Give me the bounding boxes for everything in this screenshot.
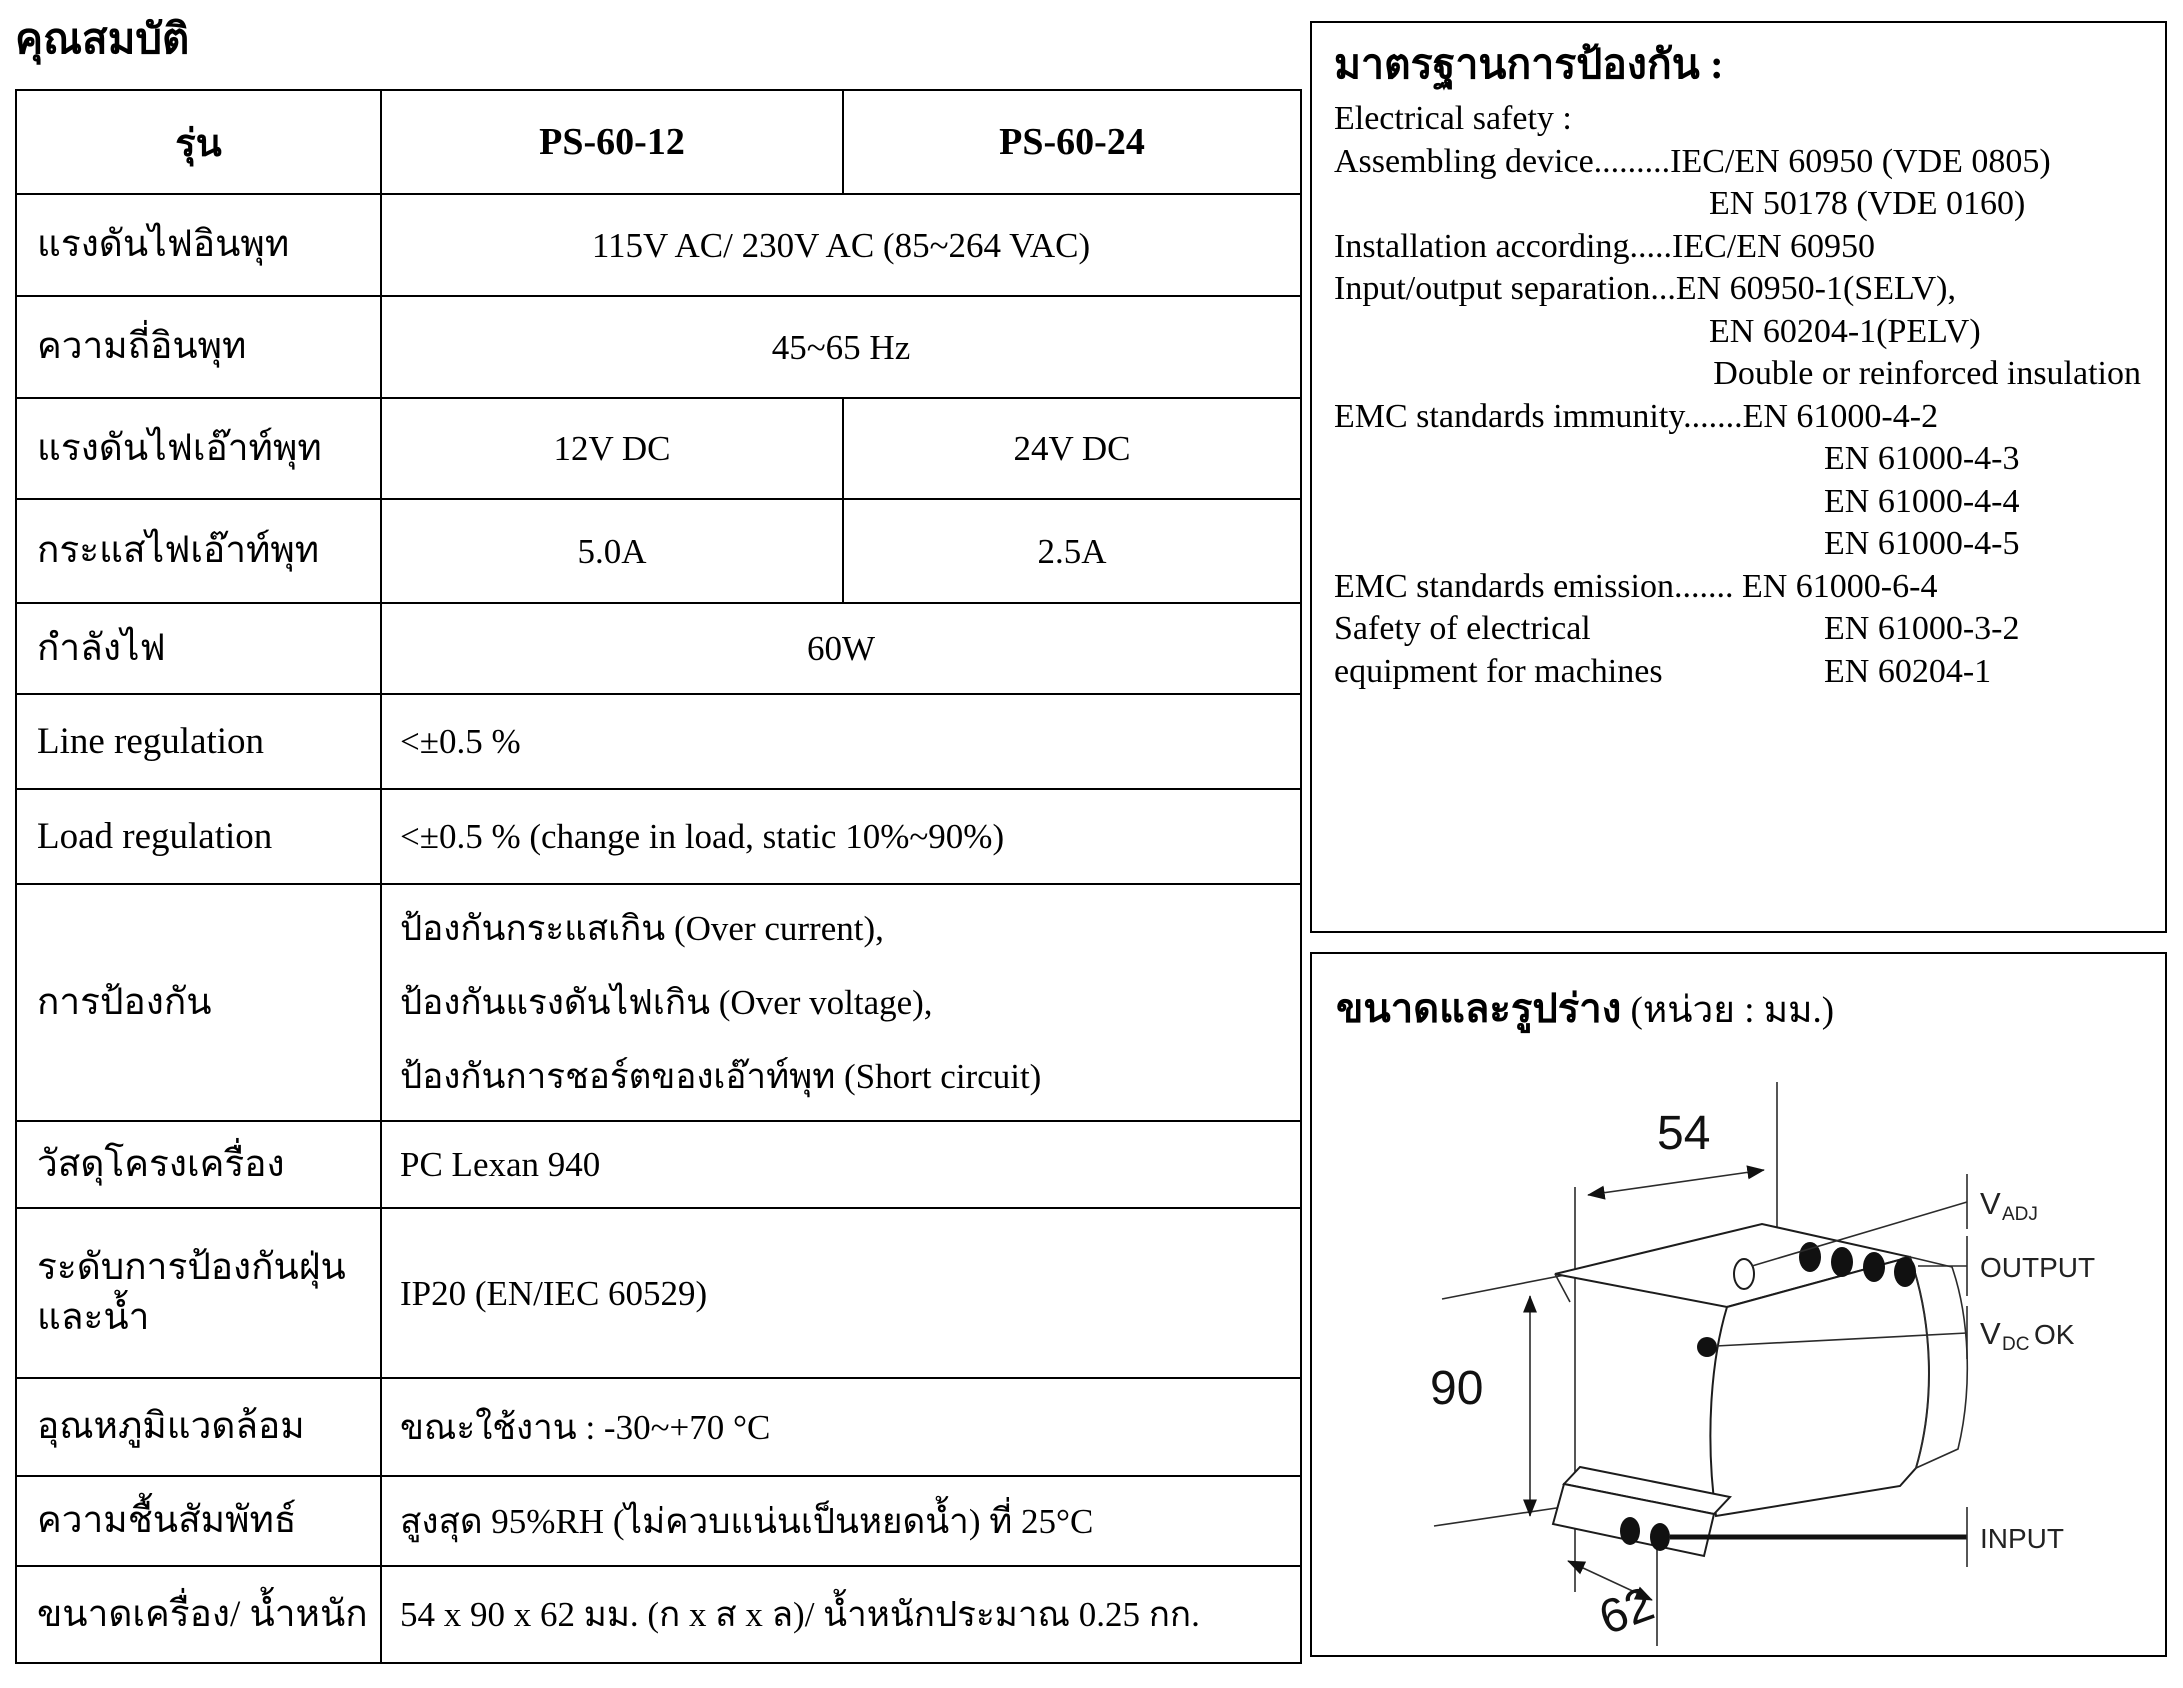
spec-label [16,1208,381,1378]
spec-row [16,1208,1301,1378]
spec-label-line: และน้ำ [37,1297,150,1338]
output-terminal-2 [1831,1247,1853,1277]
spec-label: อุณหภูมิแวดล้อม [16,1378,381,1476]
spec-label: กำลังไฟ [16,603,381,694]
spec-table [15,89,1302,1664]
spec-value: 5.0A [381,499,843,603]
standards-title: มาตรฐานการป้องกัน : [1334,41,1724,87]
depth-dimension-label: 62 [1592,1577,1661,1646]
header-model-1: PS-60-12 [381,90,843,194]
standards-line: EN 50178 (VDE 0160) [1709,185,2026,223]
header-model: รุ่น [16,90,381,194]
spec-value: 45~65 Hz [381,296,1301,398]
vadj-label-sub: ADJ [2002,1204,2038,1225]
standards-line [1334,651,2145,694]
spec-value: 2.5A [843,499,1301,603]
output-label: OUTPUT [1980,1252,2096,1283]
spec-row [16,1378,1301,1476]
spec-row [16,789,1301,884]
spec-row [16,398,1301,499]
standards-line: Input/output separation...EN 60950-1(SELV), [1334,270,1956,308]
dimensions-title-bold: ขนาดและรูปร่าง [1336,986,1622,1031]
spec-value [381,884,1301,1121]
spec-value: ขณะใช้งาน : -30~+70 °C [381,1378,1301,1476]
standards-line-right: EN 61000-3-2 [1824,610,2020,648]
spec-label: ความชื้นสัมพัทธ์ [16,1476,381,1566]
vadj-potentiometer [1734,1259,1754,1289]
spec-row [16,296,1301,398]
standards-line [1334,608,2145,651]
input-label: INPUT [1980,1523,2064,1554]
spec-value: 60W [381,603,1301,694]
spec-value: 115V AC/ 230V AC (85~264 VAC) [381,194,1301,296]
standards-line-left: equipment for machines [1334,652,1663,690]
spec-label: แรงดันไฟอินพุท [16,194,381,296]
vdc-ok-label-main: V [1980,1316,2001,1351]
spec-value: สูงสุด 95%RH (ไม่ควบแน่นเป็นหยดน้ำ) ที่ 25°C [381,1476,1301,1566]
standards-line: Electrical safety : [1334,100,1572,138]
spec-row [16,194,1301,296]
standards-line: Installation according.....IEC/EN 60950 [1334,227,1876,265]
extension-line-height-bottom [1434,1506,1570,1526]
standards-line: Double or reinforced insulation [1713,355,2141,393]
spec-value-line: ป้องกันกระแสเกิน (Over current), [400,908,884,948]
width-dimension-arrow [1588,1170,1764,1195]
input-terminal-2 [1650,1523,1670,1551]
spec-value: <±0.5 % [381,694,1301,789]
vdc-ok-led [1697,1337,1717,1357]
spec-label: แรงดันไฟเอ๊าท์พุท [16,398,381,499]
vdc-ok-label-sub: DC [2002,1334,2030,1355]
spec-label: ความถี่อินพุท [16,296,381,398]
vadj-label-main: V [1980,1186,2001,1221]
standards-line: EN 60204-1(PELV) [1709,312,1981,350]
spec-row [16,1566,1301,1663]
spec-label: Line regulation [16,694,381,789]
spec-label: ขนาดเครื่อง/ น้ำหนัก [16,1566,381,1663]
standards-line-right: EN 60204-1 [1824,652,1992,690]
spec-label-line: ระดับการป้องกันฝุ่น [37,1247,346,1289]
spec-row [16,1476,1301,1566]
spec-label: Load regulation [16,789,381,884]
spec-label: กระแสไฟเอ๊าท์พุท [16,499,381,603]
spec-table-body [16,90,1301,1663]
spec-value: 24V DC [843,398,1301,499]
standards-line: EN 61000-4-5 [1824,525,2020,563]
spec-row [16,1121,1301,1208]
protection-standards-panel [1310,21,2167,933]
vdc-ok-label-ok: OK [2034,1319,2075,1350]
psu-left-edge [1555,1274,1570,1302]
spec-row [16,499,1301,603]
standards-line-left: Safety of electrical [1334,610,1591,648]
standards-line: EN 61000-4-3 [1824,440,2020,478]
standards-lines [1334,98,2145,693]
spec-value: 54 x 90 x 62 มม. (ก x ส x ล)/ น้ำหนักประมาณ 0.25 กก. [381,1566,1301,1663]
spec-label: วัสดุโครงเครื่อง [16,1121,381,1208]
spec-table-header-row [16,90,1301,194]
dimensions-title-unit: (หน่วย : มม.) [1621,990,1835,1031]
output-terminal-4 [1894,1257,1916,1287]
standards-line: Assembling device.........IEC/EN 60950 (VDE 0805) [1334,142,2051,180]
spec-value: <±0.5 % (change in load, static 10%~90%) [381,789,1301,884]
width-dimension-label: 54 [1657,1107,1711,1160]
spec-row [16,884,1301,1121]
spec-value-line: ป้องกันแรงดันไฟเกิน (Over voltage), [400,982,933,1022]
spec-row [16,603,1301,694]
spec-label: การป้องกัน [16,884,381,1121]
standards-line: EN 61000-4-4 [1824,482,2020,520]
standards-line: EMC standards immunity.......EN 61000-4-2 [1334,397,1939,435]
spec-value: 12V DC [381,398,843,499]
page-title: คุณสมบัติ [15,17,190,63]
dimension-drawing [1312,1054,2165,1654]
spec-value-line: ป้องกันการชอร์ตของเอ๊าท์พุท (Short circuit) [400,1056,1042,1096]
spec-row [16,694,1301,789]
spec-value: PC Lexan 940 [381,1121,1301,1208]
header-model-2: PS-60-24 [843,90,1301,194]
extension-line-height-top [1442,1274,1570,1299]
dimensions-panel [1310,952,2167,1657]
height-dimension-label: 90 [1430,1362,1484,1415]
standards-line: EMC standards emission....... EN 61000-6-4 [1334,567,1938,605]
dimensions-title [1312,954,2165,1040]
input-terminal-1 [1620,1517,1640,1545]
output-terminal-3 [1863,1252,1885,1282]
spec-value: IP20 (EN/IEC 60529) [381,1208,1301,1378]
